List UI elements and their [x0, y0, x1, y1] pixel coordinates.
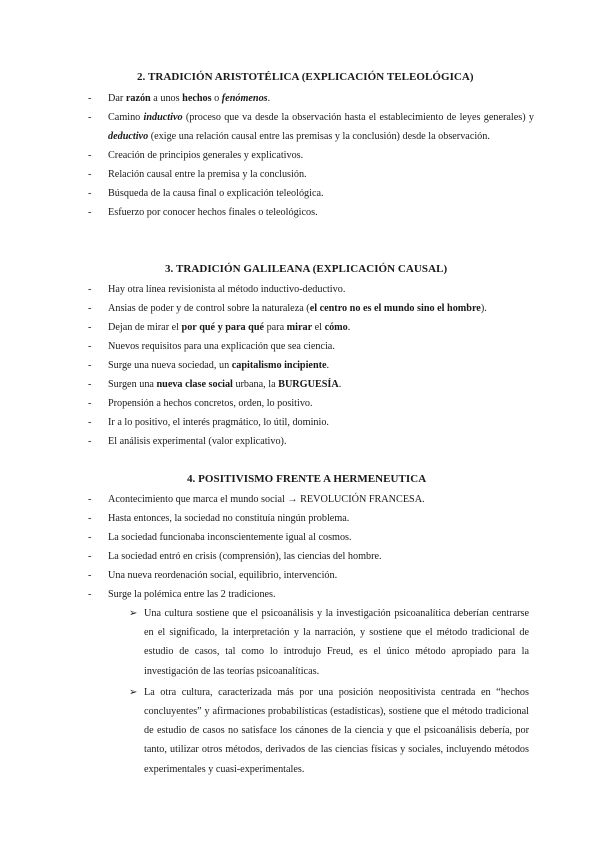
section-3-heading: 3. TRADICIÓN GALILEANA (EXPLICACIÓN CAUSAL): [165, 263, 448, 275]
list-item: - Camino inductivo (proceso que va desde la observación hasta el establecimiento de leyes generales) y deductivo (exige una relación causal entre las premisas y la conclusión) desde la observación.: [88, 112, 534, 142]
list-item: - Propensión a hechos concretos, orden, lo positivo.: [88, 398, 313, 409]
list-item: - Dejan de mirar el por qué y para qué para mirar el cómo.: [88, 322, 351, 333]
list-item: - La sociedad entró en crisis (comprensión), las ciencias del hombre.: [88, 551, 382, 562]
section-2-list: [88, 89, 534, 222]
list-item: - Surge una nueva sociedad, un capitalismo incipiente.: [88, 360, 330, 371]
section-4-list: [88, 490, 534, 604]
list-item: - Acontecimiento que marca el mundo social → REVOLUCIÓN FRANCESA.: [88, 494, 425, 505]
list-item: - Esfuerzo por conocer hechos finales o teleológicos.: [88, 207, 318, 218]
list-item: - Surgen una nueva clase social urbana, la BURGUESÍA.: [88, 379, 342, 390]
list-item: - El análisis experimental (valor explicativo).: [88, 436, 287, 447]
list-item: - Una nueva reordenación social, equilibrio, intervención.: [88, 570, 338, 581]
arrow-bullet-icon: ➢: [129, 686, 138, 698]
sub-list-item: ➢ La otra cultura, caracterizada más por una posición neopositivista centrada en “hechos concluyentes” y afirmaciones probabilísticas (estadísticas), sostiene que el método tradicional de estudio de casos no satisface los cánones de la ciencia y que el psicoanálisis debería, por tanto, utilizar otros métodos, derivados de las ciencias físicas y sociales, incluyendo métodos experimentales y cuasi-experimentales.: [129, 683, 529, 779]
list-item: - Surge la polémica entre las 2 tradiciones.: [88, 589, 276, 600]
list-item: - Búsqueda de la causa final o explicación teleológica.: [88, 188, 324, 199]
section-3-list: [88, 280, 534, 451]
sub-list-item: ➢ Una cultura sostiene que el psicoanálisis y la investigación psicoanalítica deberían centrarse en el significado, la interpretación y la narración, y sostiene que el método tradicional de estudio de casos, tal como lo introdujo Freud, es el único método apropiado para la investigación de las teorías psicoanalíticas.: [129, 604, 529, 681]
list-item: - Hasta entonces, la sociedad no constituía ningún problema.: [88, 513, 350, 524]
list-item: - Nuevos requisitos para una explicación que sea ciencia.: [88, 341, 335, 352]
list-item: - Hay otra línea revisionista al método inductivo-deductivo.: [88, 284, 346, 295]
list-item: - Ir a lo positivo, el interés pragmático, lo útil, dominio.: [88, 417, 329, 428]
list-item: - Creación de principios generales y explicativos.: [88, 150, 304, 161]
list-item: - Ansias de poder y de control sobre la naturaleza (el centro no es el mundo sino el hombre).: [88, 303, 487, 314]
section-2-heading: 2. TRADICIÓN ARISTOTÉLICA (EXPLICACIÓN TELEOLÓGICA): [137, 71, 474, 83]
section-4-sublist: [129, 604, 529, 779]
arrow-bullet-icon: ➢: [129, 608, 138, 619]
list-item: - Dar razón a unos hechos o fenómenos.: [88, 93, 271, 104]
list-item: - La sociedad funcionaba inconscientemente igual al cosmos.: [88, 532, 352, 543]
section-4-heading: 4. POSITIVISMO FRENTE A HERMENEUTICA: [187, 473, 427, 485]
list-item: - Relación causal entre la premisa y la conclusión.: [88, 169, 307, 180]
